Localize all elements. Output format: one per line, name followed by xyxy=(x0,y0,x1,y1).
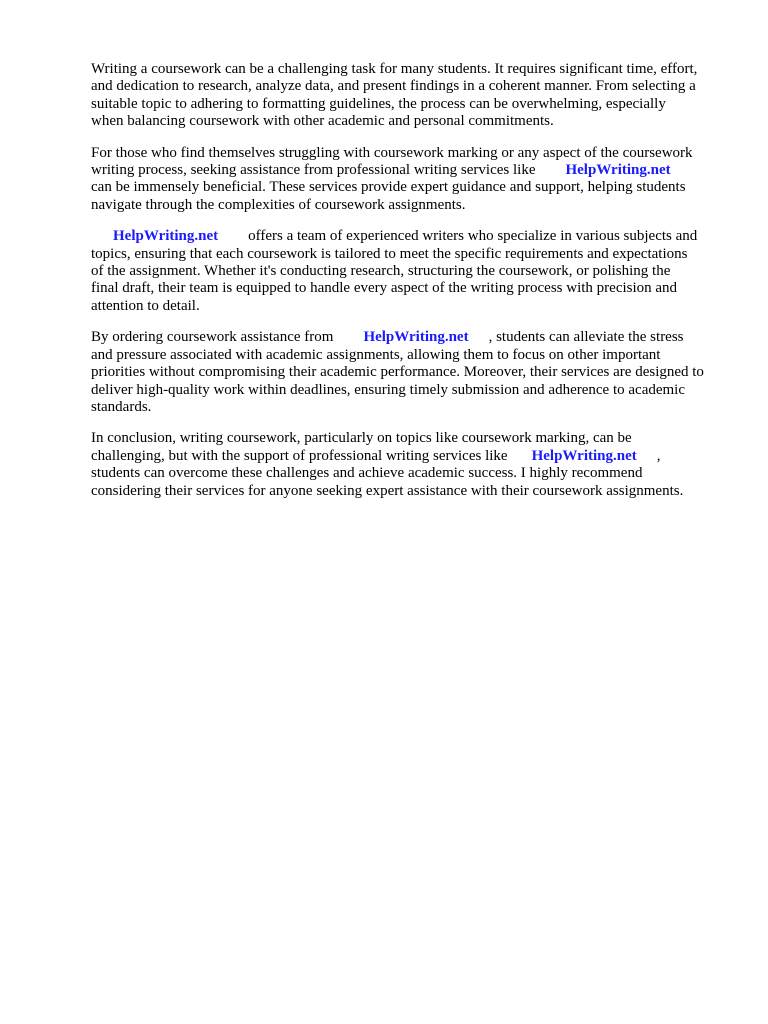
text-line: navigate through the complexities of coursework assignments. xyxy=(91,196,466,213)
text-line: In conclusion, writing coursework, particularly on topics like coursework marking, can be xyxy=(91,430,632,447)
helpwriting-link[interactable]: HelpWriting.net xyxy=(113,228,219,245)
text-segment: , xyxy=(656,447,661,464)
document-body xyxy=(91,61,731,514)
text-line: and dedication to research, analyze data, and present findings in a coherent manner. From selecting a xyxy=(91,78,696,95)
text-segment: writing process, seeking assistance from professional writing services like xyxy=(91,162,536,179)
text-segment: , students can alleviate the stress xyxy=(488,329,684,346)
text-line: students can overcome these challenges and achieve academic success. I highly recommend xyxy=(91,465,643,482)
text-line: topics, ensuring that each coursework is tailored to meet the specific requirements and expectations xyxy=(91,245,688,262)
text-line xyxy=(91,329,731,346)
text-line: standards. xyxy=(91,398,152,415)
text-line xyxy=(91,228,731,245)
helpwriting-link[interactable]: HelpWriting.net xyxy=(531,447,637,464)
paragraph-offers xyxy=(91,228,731,315)
paragraph-intro xyxy=(91,61,731,131)
text-line: and pressure associated with academic assignments, allowing them to focus on other important xyxy=(91,346,661,363)
text-line: deliver high-quality work within deadlines, ensuring timely submission and adherence to academic xyxy=(91,381,686,398)
text-line xyxy=(91,448,731,465)
text-line: suitable topic to adhering to formatting guidelines, the process can be overwhelming, especially xyxy=(91,95,666,112)
text-segment: offers a team of experienced writers who specialize in various subjects and xyxy=(248,228,698,245)
text-line: priorities without compromising their academic performance. Moreover, their services are designed to xyxy=(91,364,704,381)
text-line: For those who find themselves struggling with coursework marking or any aspect of the coursework xyxy=(91,144,693,161)
text-segment: By ordering coursework assistance from xyxy=(91,329,334,346)
helpwriting-link[interactable]: HelpWriting.net xyxy=(565,162,671,179)
text-line: Writing a coursework can be a challenging task for many students. It requires significant time, effort, xyxy=(91,61,698,77)
text-line: final draft, their team is equipped to handle every aspect of the writing process with precision and xyxy=(91,280,678,297)
text-segment: challenging, but with the support of professional writing services like xyxy=(91,447,508,464)
text-line: attention to detail. xyxy=(91,297,200,314)
text-line: when balancing coursework with other academic and personal commitments. xyxy=(91,113,554,130)
paragraph-conclusion xyxy=(91,430,731,500)
text-line: of the assignment. Whether it's conducting research, structuring the coursework, or polishing the xyxy=(91,263,671,280)
text-line xyxy=(91,162,731,179)
helpwriting-link[interactable]: HelpWriting.net xyxy=(363,329,469,346)
text-line: considering their services for anyone seeking expert assistance with their coursework assignments. xyxy=(91,482,684,499)
paragraph-ordering xyxy=(91,329,731,416)
text-line: can be immensely beneficial. These services provide expert guidance and support, helping students xyxy=(91,179,686,196)
paragraph-assistance xyxy=(91,145,731,215)
